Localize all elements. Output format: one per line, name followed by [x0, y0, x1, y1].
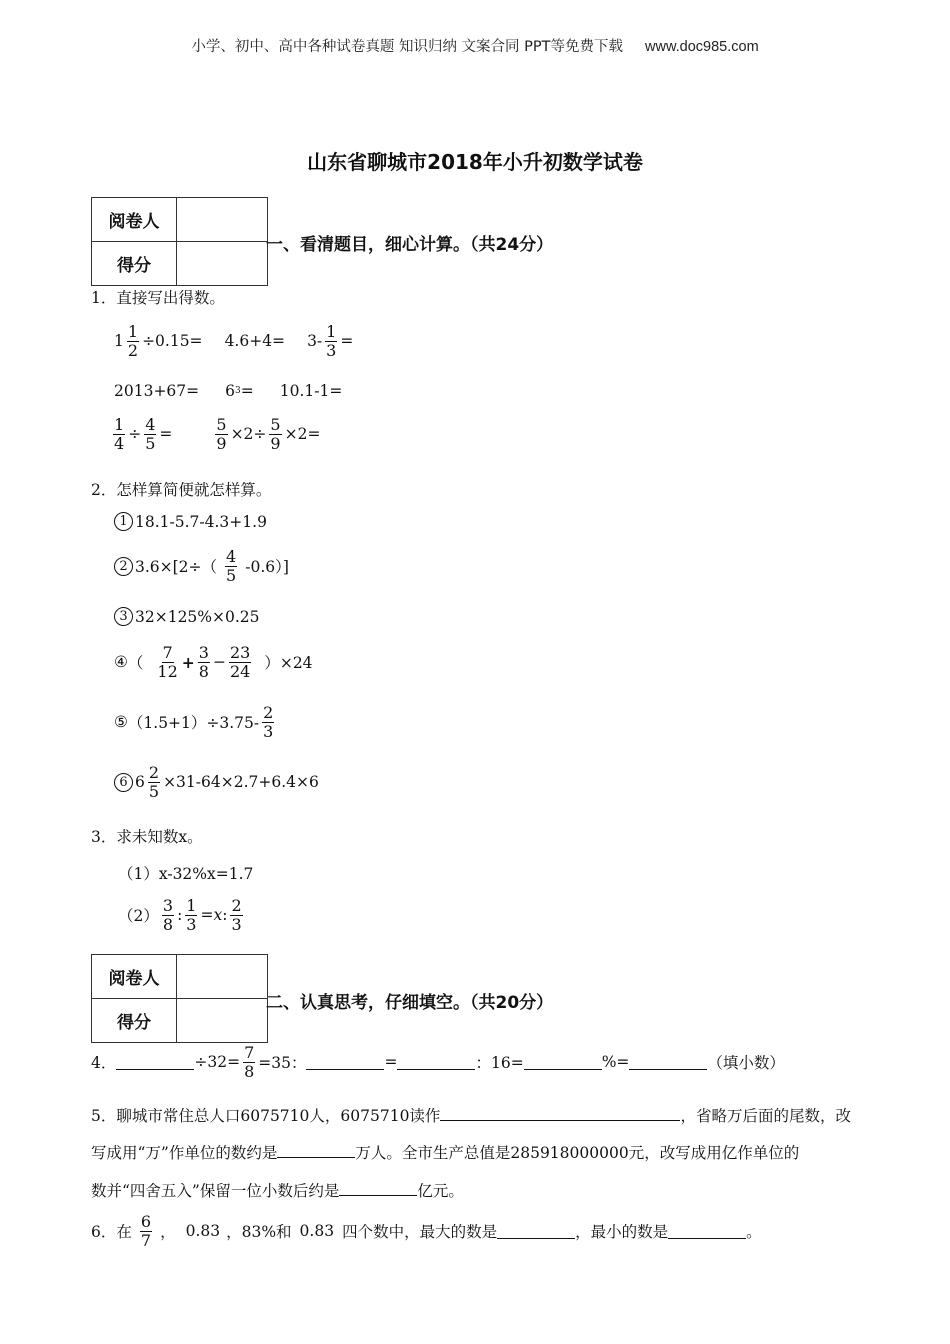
q6: 6．在 $\frac{6}{7}$ ， 0.83 ，83%和 0.83 四个数中，最大的数是 ，最小的数是 。	[91, 1212, 762, 1250]
fraction: $\frac{1}{2}$	[127, 322, 139, 360]
answer-blank[interactable]	[629, 1055, 707, 1070]
page-title: 山东省聊城市2018年小升初数学试卷	[307, 150, 643, 174]
header-site[interactable]: www.doc985.com	[645, 39, 759, 55]
score-cell[interactable]	[177, 999, 268, 1043]
q2-item3: 3 32×125%×0.25	[114, 607, 260, 626]
q5-line3: 数并“四舍五入”保留一位小数后约是 亿元。	[91, 1182, 464, 1200]
score-table-1	[91, 197, 268, 286]
score-cell[interactable]	[177, 242, 268, 286]
grader-cell[interactable]	[177, 955, 268, 999]
q2-item1: 1 18.1-5.7-4.3+1.9	[114, 512, 267, 531]
q2-item2: 2 3.6×[2÷（ $\frac{4}{5}$ -0.6）]	[114, 548, 289, 584]
answer-blank[interactable]	[306, 1055, 384, 1070]
answer-blank[interactable]	[524, 1055, 602, 1070]
q1-row2: 2013+67= 6 3 = 10.1-1=	[114, 382, 343, 400]
answer-blank[interactable]	[668, 1224, 746, 1239]
answer-blank[interactable]	[397, 1055, 475, 1070]
q5-line2: 写成用“万”作单位的数约是 万人。全市生产总值是285918000000元，改写成用亿作单位的	[91, 1144, 800, 1162]
q3-part1: （1）x-32%x=1.7	[118, 865, 254, 883]
q1-row1: 1 $\frac{1}{2}$ ÷0.15= 4.6+4= 3- $\frac{1}{3}$ =	[114, 322, 354, 360]
score-label: 得分	[92, 242, 177, 286]
q2-item6: 6 6 $\frac{2}{5}$ ×31-64×2.7+6.4×6	[114, 764, 319, 800]
q2-stem: 2．怎样算简便就怎样算。	[91, 481, 272, 499]
q1-stem: 1．直接写出得数。	[91, 289, 225, 307]
q4: 4． ÷32= $\frac{7}{8}$ =35： = ：16= %= （填小数）	[91, 1043, 785, 1081]
section2-heading: 二、认真思考，仔细填空。（共20分）	[266, 993, 554, 1013]
q3-part2: （2） $\frac{3}{8}$ : $\frac{1}{3}$ = x : $\frac{2}{3}$	[118, 896, 242, 934]
q2-item5: ⑤ （1.5+1）÷3.75- $\frac{2}{3}$	[114, 703, 274, 741]
answer-blank[interactable]	[440, 1106, 680, 1121]
section1-heading: 一、看清题目，细心计算。（共24分）	[266, 235, 554, 255]
q1-row3: $\frac{1}{4}$ ÷ $\frac{4}{5}$ = $\frac{5}{9}$ ×2÷ $\frac{5}{9}$ ×2=	[114, 415, 321, 453]
answer-blank[interactable]	[116, 1055, 194, 1070]
q2-item4: ④ （ $\frac{7}{12}$ + $\frac{3}{8}$ − $\frac{23}{24}$ ）×24	[114, 643, 313, 681]
answer-blank[interactable]	[339, 1181, 417, 1196]
grader-label: 阅卷人	[92, 955, 177, 999]
q3-stem: 3．求未知数x。	[91, 828, 203, 846]
answer-blank[interactable]	[497, 1224, 575, 1239]
fraction: $\frac{1}{3}$	[326, 322, 337, 360]
score-table-2	[91, 954, 268, 1043]
answer-blank[interactable]	[277, 1143, 355, 1158]
q5-line1: 5．聊城市常住总人口6075710人，6075710读作 ，省略万后面的尾数，改	[91, 1107, 851, 1125]
page-header	[0, 35, 950, 56]
header-text: 小学、初中、高中各种试卷真题 知识归纳 文案合同 PPT等免费下载	[191, 39, 624, 55]
grader-label: 阅卷人	[92, 198, 177, 242]
score-label: 得分	[92, 999, 177, 1043]
grader-cell[interactable]	[177, 198, 268, 242]
